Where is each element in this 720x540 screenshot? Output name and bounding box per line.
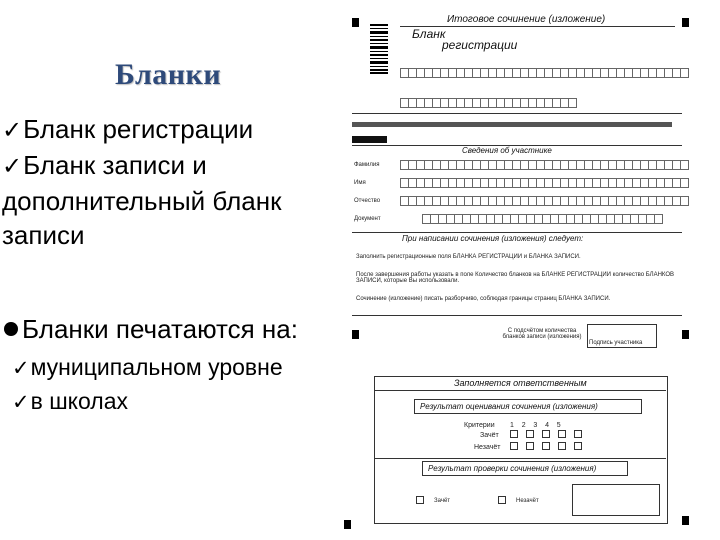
bullet-item-continuation: записи — [2, 220, 85, 250]
printed-on-bullet: Бланки печатаются на: — [2, 314, 298, 345]
bullet-item-continuation: дополнительный бланк — [2, 186, 282, 216]
bullet-list — [2, 112, 347, 252]
barcode-icon — [370, 24, 388, 74]
sub-bullet-municipal: ✓муниципальном уровне — [12, 354, 283, 380]
checkmark-icon: ✓ — [12, 357, 30, 380]
corner-marker — [682, 18, 689, 27]
responsible-form-image: Заполняется ответственным Результат оценивания сочинения (изложения) Критерии 1 2 3 4 5 Зачёт Незачёт Результат проверки сочинения (изложения) Зачёт Незачёт — [342, 366, 698, 534]
responsible-title: Заполняется ответственным — [454, 378, 587, 388]
corner-marker — [352, 330, 359, 339]
form-title-line2: регистрации — [442, 38, 518, 52]
bullet-dot-icon — [4, 322, 18, 336]
bullet-item: ✓Бланк записи и — [2, 150, 207, 180]
corner-marker — [344, 520, 351, 529]
bullet-item: ✓Бланк регистрации — [2, 114, 254, 144]
slide-title: Бланки — [115, 58, 222, 91]
corner-marker — [682, 330, 689, 339]
instructions-title: При написании сочинения (изложения) следует: — [402, 234, 584, 243]
checkmark-icon: ✓ — [2, 153, 23, 180]
corner-marker — [682, 516, 689, 525]
sub-bullet-schools: ✓в школах — [12, 388, 128, 414]
form-header: Итоговое сочинение (изложение) — [447, 14, 606, 25]
form-title-line1: Бланк — [412, 27, 446, 41]
registration-form-image: Итоговое сочинение (изложение) Бланк регистрации Сведения об участнике Фамилия Имя Отчество Документ При написании сочинения (изложения) следует: Заполнить регистрационные поля БЛАНКА РЕГИСТРАЦИИ и БЛАНКА ЗАПИСИ. После завершения работы указать в поле Количество бланков на БЛАНКЕ РЕГИСТРАЦИИ количество БЛАНКОВ ЗАПИСИ, которые Вы использовали. Сочинение (изложение) писать разборчиво, соблюдая границы страниц БЛАНКА ЗАПИСИ. С подсчётом количества бланков записи (изложения) Подпись участника — [342, 10, 698, 365]
participant-section-title: Сведения об участнике — [462, 146, 552, 155]
checkmark-icon: ✓ — [2, 117, 23, 144]
checkmark-icon: ✓ — [12, 391, 30, 414]
corner-marker — [352, 18, 359, 27]
